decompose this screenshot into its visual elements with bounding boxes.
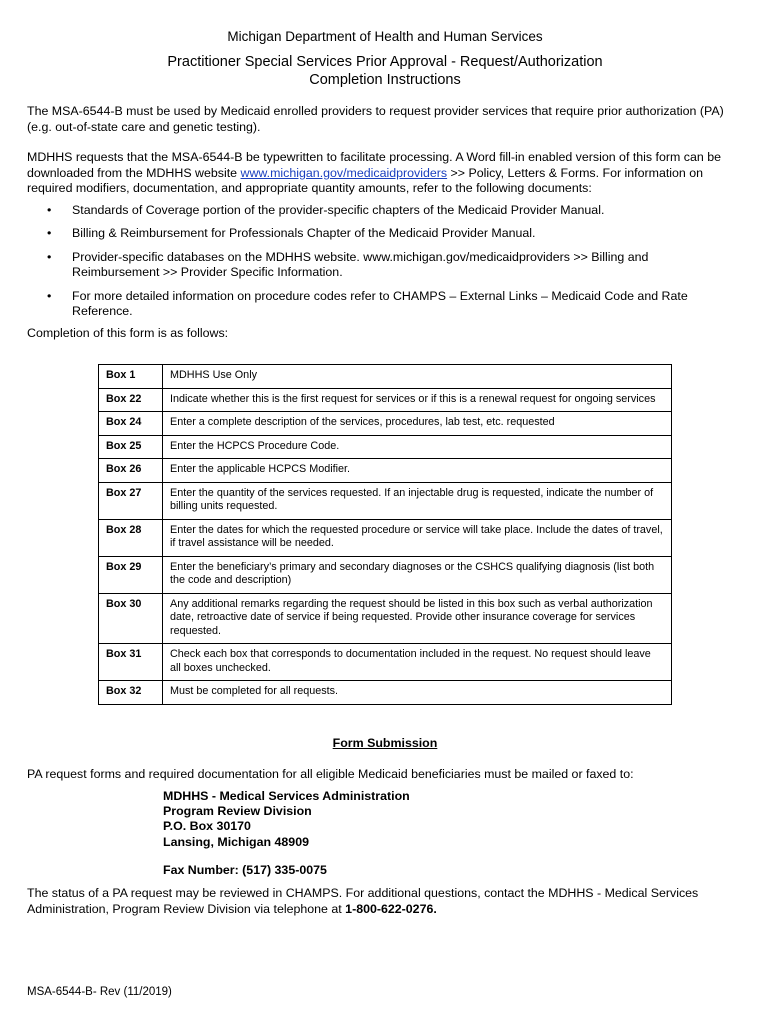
box-instruction: Indicate whether this is the first request for services or if this is a renewal request for ongoing services [163,388,672,412]
table-row [99,593,672,644]
box-label: Box 32 [99,681,163,705]
intro-paragraph-2-start: MDHHS requests that the MSA-6544-B be typewritten to facilitate processing. A Word fill-in enabled version of this form can be downloaded from the MDHHS website [27,150,721,180]
box-label: Box 26 [99,459,163,483]
form-title-line1: Practitioner Special Services Prior Approval - Request/Authorization [167,54,603,70]
table-row [99,482,672,519]
list-item [27,203,727,218]
table-row [99,412,672,436]
box-label: Box 24 [99,412,163,436]
status-text: The status of a PA request may be reviewed in CHAMPS. For additional questions, contact the MDHHS - Medical Services Administration, Program Review Division via telephone at [27,886,699,916]
box-label: Box 28 [99,519,163,556]
box-label: Box 25 [99,435,163,459]
bullet-icon: • [47,203,52,217]
status-paragraph [27,886,727,917]
box-instruction: Enter a complete description of the services, procedures, lab test, etc. requested [163,412,672,436]
box-label: Box 27 [99,482,163,519]
list-item-text: Standards of Coverage portion of the provider-specific chapters of the Medicaid Provider Manual. [72,203,605,217]
box-instruction: MDHHS Use Only [163,365,672,389]
bullet-icon: • [47,288,52,303]
bullet-icon: • [47,226,52,241]
box-instruction: Must be completed for all requests. [163,681,672,705]
table-row [99,681,672,705]
box-label: Box 1 [99,365,163,389]
list-item [27,289,727,320]
box-instruction: Any additional remarks regarding the request should be listed in this box such as verbal authorization date, retroactive date of service if being requested. Provide other insurance coverage for services requested. [163,593,672,644]
agency-name: Michigan Department of Health and Human Services [227,29,543,44]
box-instruction: Enter the beneficiary’s primary and secondary diagnoses or the CSHCS qualifying diagnosis (list both the code and description) [163,556,672,593]
mdhhs-website-link[interactable]: www.michigan.gov/medicaidproviders [240,165,448,180]
table-row [99,644,672,681]
list-item-text: Provider-specific databases on the MDHHS website. www.michigan.gov/medicaidproviders >> Billing and Reimbursement >> Provider Specific Information. [72,249,649,280]
fax-number: Fax Number: (517) 335-0075 [163,863,327,877]
form-submission-heading: Form Submission [332,736,438,750]
address-line: Lansing, Michigan 48909 [163,834,309,849]
form-title [0,53,770,89]
box-label: Box 22 [99,388,163,412]
form-revision-id: MSA-6544-B- Rev (11/2019) [27,986,172,998]
bullet-icon: • [47,249,52,264]
list-item-text: For more detailed information on procedure codes refer to CHAMPS – External Links – Medicaid Code and Rate Reference. [72,288,688,319]
box-instruction: Enter the HCPCS Procedure Code. [163,435,672,459]
list-item [27,226,727,241]
completion-intro: Completion of this form is as follows: [27,326,229,340]
form-title-line2: Completion Instructions [309,72,461,88]
box-instruction: Enter the quantity of the services requested. If an injectable drug is requested, indicate the number of billing units requested. [163,482,672,519]
address-line: P.O. Box 30170 [163,819,251,834]
table-row [99,388,672,412]
box-instruction: Enter the dates for which the requested procedure or service will take place. Include the dates of travel, if travel assistance will be needed. [163,519,672,556]
box-instruction: Enter the applicable HCPCS Modifier. [163,459,672,483]
box-label: Box 30 [99,593,163,644]
table-row [99,459,672,483]
box-instruction: Check each box that corresponds to documentation included in the request. No request should leave all boxes unchecked. [163,644,672,681]
phone-number: 1-800-622-0276. [345,901,437,916]
mailing-address [163,789,410,850]
address-line: MDHHS - Medical Services Administration [163,789,410,803]
table-row [99,556,672,593]
submission-intro: PA request forms and required documentation for all eligible Medicaid beneficiaries must be mailed or faxed to: [27,767,634,781]
box-instructions-table [98,364,672,705]
box-label: Box 31 [99,644,163,681]
table-row [99,435,672,459]
reference-documents-list [27,203,727,327]
list-item-text: Billing & Reimbursement for Professionals Chapter of the Medicaid Provider Manual. [72,226,536,241]
intro-paragraph-2-end: >> Policy, Letters & Forms. For information on required modifiers, documentation, and appropriate quantity amounts, refer to the following documents: [27,165,704,196]
table-row [99,365,672,389]
table-row [99,519,672,556]
list-item [27,250,727,281]
box-label: Box 29 [99,556,163,593]
intro-paragraph-2 [27,150,727,197]
intro-paragraph-1: The MSA-6544-B must be used by Medicaid enrolled providers to request provider services that require prior authorization (PA) (e.g. out-of-state care and genetic testing). [27,104,724,134]
address-line: Program Review Division [163,804,312,819]
